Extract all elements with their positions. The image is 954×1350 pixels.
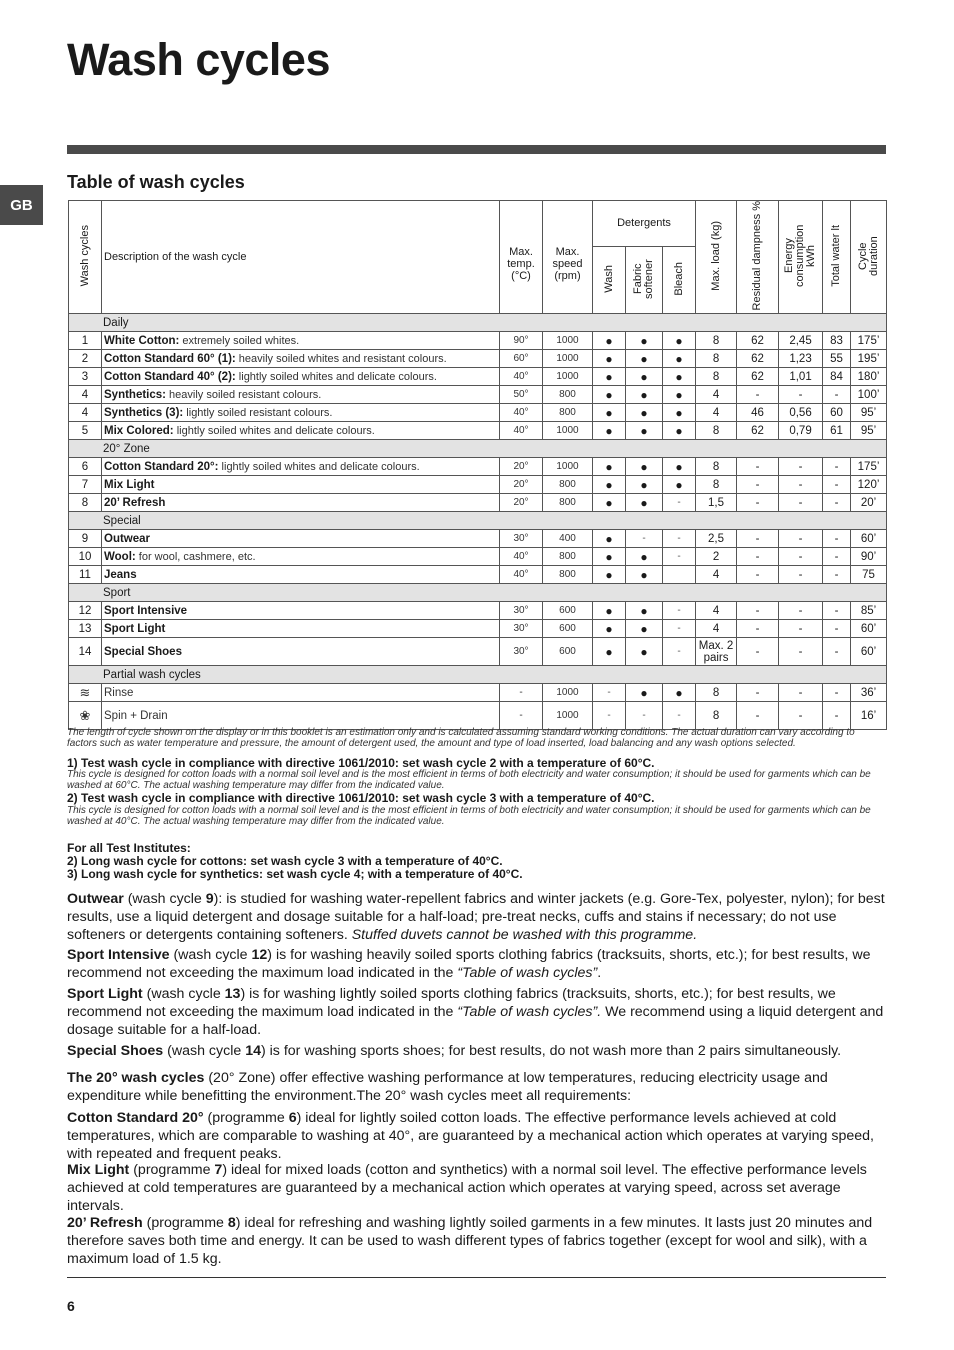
energy-cell: -: [779, 702, 823, 730]
max-temp-cell: -: [500, 702, 543, 730]
total-water-cell: -: [823, 458, 851, 476]
bleach-cell: -: [663, 702, 696, 730]
cycle-description-cell: [102, 530, 500, 548]
cycle-duration-cell: 95’: [851, 422, 887, 440]
cycle-number-cell: 3: [69, 368, 102, 386]
max-load-cell: 8: [696, 422, 737, 440]
fabric-softener-cell: ●: [626, 476, 663, 494]
cycle-number-cell: 11: [69, 566, 102, 584]
total-water-cell: -: [823, 530, 851, 548]
wash-cell: ●: [593, 386, 626, 404]
header-residual-dampness: Residual dampness %: [737, 201, 779, 314]
residual-dampness-cell: -: [737, 684, 779, 702]
total-water-cell: 84: [823, 368, 851, 386]
cycle-number-cell: 13: [69, 620, 102, 638]
cycle-duration-cell: 75: [851, 566, 887, 584]
total-water-cell: 60: [823, 404, 851, 422]
total-water-cell: -: [823, 638, 851, 666]
page-title: Wash cycles: [67, 34, 330, 85]
max-speed-cell: 800: [543, 566, 593, 584]
test-cycle-2-text: This cycle is designed for cotton loads with a normal soil level and is the most efficient in terms of both electricity and water consumption; it should be used for garments which can be washed at 40°C. The actual washing temperature may differ from the indicated value.: [67, 805, 871, 827]
max-load-cell: 1,5: [696, 494, 737, 512]
residual-dampness-cell: -: [737, 476, 779, 494]
test-cycle-1-title: 1) Test wash cycle in compliance with directive 1061/2010: set wash cycle 2 with a temperature of 60°C.: [67, 756, 655, 770]
cycle-duration-cell: 60’: [851, 530, 887, 548]
bleach-cell: ●: [663, 684, 696, 702]
max-temp-cell: 40°: [500, 368, 543, 386]
energy-cell: -: [779, 476, 823, 494]
header-description: Description of the wash cycle: [102, 201, 500, 314]
table-row: [69, 684, 887, 702]
cycle-description-cell: [102, 602, 500, 620]
cycle-name: Synthetics:: [104, 388, 166, 401]
wash-cell: -: [593, 702, 626, 730]
fabric-softener-cell: -: [626, 702, 663, 730]
fabric-softener-cell: ●: [626, 684, 663, 702]
energy-cell: -: [779, 684, 823, 702]
cycle-description-cell: [102, 566, 500, 584]
fabric-softener-cell: ●: [626, 602, 663, 620]
cycle-duration-cell: 180’: [851, 368, 887, 386]
energy-cell: -: [779, 386, 823, 404]
residual-dampness-cell: -: [737, 386, 779, 404]
table-row: [69, 332, 887, 350]
max-temp-cell: 20°: [500, 494, 543, 512]
cycle-description-cell: [102, 386, 500, 404]
energy-cell: -: [779, 602, 823, 620]
rinse-icon: ≋: [79, 684, 91, 700]
bleach-cell: -: [663, 602, 696, 620]
fabric-softener-cell: ●: [626, 494, 663, 512]
cycle-number-cell: 8: [69, 494, 102, 512]
cycle-number-cell: 5: [69, 422, 102, 440]
wash-cell: ●: [593, 494, 626, 512]
header-max-speed: Max. speed (rpm): [543, 201, 593, 314]
bleach-cell: ●: [663, 350, 696, 368]
cycle-detail: lightly soiled whites and delicate colours.: [173, 424, 375, 437]
max-temp-cell: 50°: [500, 386, 543, 404]
max-load-cell: 2,5: [696, 530, 737, 548]
cycle-number-cell: 2: [69, 350, 102, 368]
residual-dampness-cell: 46: [737, 404, 779, 422]
cycle-description-cell: [102, 494, 500, 512]
residual-dampness-cell: -: [737, 602, 779, 620]
energy-cell: -: [779, 548, 823, 566]
total-water-cell: -: [823, 386, 851, 404]
max-load-cell: 8: [696, 332, 737, 350]
energy-cell: 1,23: [779, 350, 823, 368]
wash-cell: ●: [593, 530, 626, 548]
bleach-cell: ●: [663, 422, 696, 440]
cycle-detail: extremely soiled whites.: [179, 334, 300, 347]
header-energy: Energy consumption kWh: [779, 201, 823, 314]
cycle-duration-cell: 95’: [851, 404, 887, 422]
cycle-description-cell: [102, 404, 500, 422]
mix-light-paragraph: Mix Light (programme 7) ideal for mixed loads (cotton and synthetics) with a normal soil level. The effective performance levels achieved at cold temperatures are guaranteed by a mechanical action which operates at varying speed, across set average intervals.: [67, 1162, 867, 1214]
wash-cell: ●: [593, 638, 626, 666]
max-temp-cell: 40°: [500, 566, 543, 584]
cycle-duration-cell: 100’: [851, 386, 887, 404]
wash-cell: ●: [593, 350, 626, 368]
residual-dampness-cell: -: [737, 702, 779, 730]
cycle-name: Sport Intensive: [104, 604, 188, 617]
sport-intensive-paragraph: Sport Intensive (wash cycle 12) is for washing heavily soiled sports clothing fabrics (tracksuits, shorts, etc.); for best results, we recommend not exceeding the maximum load indicated in the “Table of wash cycles”.: [67, 947, 871, 981]
cycle-duration-cell: 60’: [851, 620, 887, 638]
cycle-detail: heavily soiled resistant colours.: [166, 388, 322, 401]
max-speed-cell: 400: [543, 530, 593, 548]
max-temp-cell: 40°: [500, 404, 543, 422]
test-institutes: For all Test Institutes: 2) Long wash cycle for cottons: set wash cycle 3 with a temperature of 40°C. 3) Long wash cycle for synthetics: set wash cycle 4; with a temperature of 40°C.: [67, 841, 523, 881]
max-temp-cell: 30°: [500, 602, 543, 620]
wash-cell: -: [593, 684, 626, 702]
max-speed-cell: 800: [543, 404, 593, 422]
table-row: [69, 494, 887, 512]
cycle-description-cell: [102, 458, 500, 476]
residual-dampness-cell: 62: [737, 350, 779, 368]
bleach-cell: -: [663, 620, 696, 638]
table-row: [69, 422, 887, 440]
cycle-duration-cell: 175’: [851, 458, 887, 476]
cycle-duration-cell: 36’: [851, 684, 887, 702]
energy-cell: -: [779, 638, 823, 666]
energy-cell: 0,79: [779, 422, 823, 440]
max-load-cell: 2: [696, 548, 737, 566]
table-row: [69, 602, 887, 620]
fabric-softener-cell: ●: [626, 386, 663, 404]
language-tab: GB: [0, 185, 43, 225]
residual-dampness-cell: -: [737, 620, 779, 638]
wash-cell: ●: [593, 332, 626, 350]
footer-rule: [67, 1277, 886, 1278]
energy-cell: 0,56: [779, 404, 823, 422]
max-load-cell: 8: [696, 702, 737, 730]
cycle-description-cell: [102, 548, 500, 566]
duration-note: The length of cycle shown on the display or in this booklet is an estimation only and is calculated assuming standard working conditions. The actual duration can vary according to factors such as water temperature and pressure, the amount of detergent used, the amount and type of load inserted, load balancing and any wash options selected.: [67, 727, 855, 749]
cycle-description-cell: [102, 476, 500, 494]
wash-cell: ●: [593, 476, 626, 494]
header-total-water: Total water lt: [823, 201, 851, 314]
table-row: [69, 530, 887, 548]
cycle-number-cell: 14: [69, 638, 102, 666]
zone-20-paragraph: The 20° wash cycles (20° Zone) offer effective washing performance at low temperatures, reducing electricity usage and expenditure while benefitting the environment.The 20° wash cycles meet all requirements:: [67, 1070, 828, 1104]
max-speed-cell: 1000: [543, 332, 593, 350]
group-daily: Daily: [69, 314, 887, 332]
max-load-cell: 8: [696, 368, 737, 386]
cycle-number-cell: 4: [69, 386, 102, 404]
fabric-softener-cell: ●: [626, 548, 663, 566]
fabric-softener-cell: ●: [626, 422, 663, 440]
wash-cell: ●: [593, 422, 626, 440]
residual-dampness-cell: -: [737, 458, 779, 476]
cycle-number-cell: 12: [69, 602, 102, 620]
wash-cell: ●: [593, 566, 626, 584]
max-temp-cell: 90°: [500, 332, 543, 350]
sport-light-paragraph: Sport Light (wash cycle 13) is for washing lightly soiled sports clothing fabrics (tracksuits, shorts, etc.); for best results, we recommend not exceeding the maximum load indicated in the “Table of wash cycles”. We recommend using a liquid detergent and dosage suitable for a half-load.: [67, 986, 884, 1038]
max-temp-cell: 40°: [500, 422, 543, 440]
wash-cell: ●: [593, 458, 626, 476]
residual-dampness-cell: -: [737, 548, 779, 566]
total-water-cell: -: [823, 548, 851, 566]
bleach-cell: [663, 566, 696, 584]
max-load-cell: 8: [696, 684, 737, 702]
max-speed-cell: 800: [543, 476, 593, 494]
cycle-detail: lightly soiled resistant colours.: [183, 406, 333, 419]
energy-cell: -: [779, 566, 823, 584]
cycle-name: Cotton Standard 60° (1):: [104, 352, 236, 365]
cycle-name: Cotton Standard 40° (2):: [104, 370, 236, 383]
group-partial: Partial wash cycles: [69, 666, 887, 684]
total-water-cell: -: [823, 620, 851, 638]
bleach-cell: ●: [663, 476, 696, 494]
cycle-name: Jeans: [104, 568, 137, 581]
max-temp-cell: 30°: [500, 620, 543, 638]
max-load-cell: 4: [696, 404, 737, 422]
max-speed-cell: 600: [543, 602, 593, 620]
max-speed-cell: 1000: [543, 702, 593, 730]
bleach-cell: -: [663, 548, 696, 566]
total-water-cell: -: [823, 602, 851, 620]
test-cycle-1-text: This cycle is designed for cotton loads with a normal soil level and is the most efficient in terms of both electricity and water consumption; it should be used for garments which can be washed at 60°C. The actual washing temperature may differ from the indicated value.: [67, 769, 871, 791]
max-speed-cell: 1000: [543, 350, 593, 368]
max-speed-cell: 1000: [543, 422, 593, 440]
residual-dampness-cell: 62: [737, 422, 779, 440]
cycle-description-cell: [102, 350, 500, 368]
energy-cell: -: [779, 530, 823, 548]
cycle-duration-cell: 195’: [851, 350, 887, 368]
energy-cell: -: [779, 620, 823, 638]
fabric-softener-cell: ●: [626, 368, 663, 386]
table-row: [69, 404, 887, 422]
header-wash-cycles: Wash cycles: [69, 201, 102, 314]
max-load-cell: 4: [696, 620, 737, 638]
spin-drain-icon: ❀: [79, 707, 91, 723]
residual-dampness-cell: 62: [737, 368, 779, 386]
max-load-cell: 4: [696, 566, 737, 584]
cycle-detail: lightly soiled whites and delicate colours.: [218, 460, 420, 473]
max-temp-cell: 30°: [500, 530, 543, 548]
table-row: [69, 548, 887, 566]
bleach-cell: -: [663, 638, 696, 666]
max-speed-cell: 600: [543, 638, 593, 666]
group-sport: Sport: [69, 584, 887, 602]
title-divider: [67, 145, 886, 154]
max-load-cell: 4: [696, 386, 737, 404]
cycle-description-cell: [102, 422, 500, 440]
cycle-name: White Cotton:: [104, 334, 180, 347]
energy-cell: -: [779, 494, 823, 512]
total-water-cell: -: [823, 702, 851, 730]
cycle-description-cell: [102, 638, 500, 666]
bleach-cell: ●: [663, 368, 696, 386]
outwear-paragraph: Outwear (wash cycle 9): is studied for washing water-repellent fabrics and winter jackets (e.g. Gore-Tex, polyester, nylon); for best results, use a liquid detergent and dosage suitable for a half-load; pre-treat necks, cuffs and stains if necessary; do not use softeners or detergents containing softeners. Stuffed duvets cannot be washed with this programme.: [67, 891, 885, 943]
cotton-standard-20-paragraph: Cotton Standard 20° (programme 6) ideal for lightly soiled cotton loads. The effective performance levels achieved at cold temperatures, which are comparable to washing at 40°, are guaranteed by a mechanical action which operates at varying speed, with repeated and frequent peaks.: [67, 1110, 874, 1162]
total-water-cell: 61: [823, 422, 851, 440]
cycle-number-cell: [69, 684, 102, 702]
header-wash: Wash: [593, 246, 626, 314]
table-row: [69, 476, 887, 494]
fabric-softener-cell: ●: [626, 638, 663, 666]
max-temp-cell: 60°: [500, 350, 543, 368]
total-water-cell: -: [823, 684, 851, 702]
total-water-cell: 55: [823, 350, 851, 368]
cycle-detail: heavily soiled whites and resistant colours.: [235, 352, 447, 365]
cycle-name: Mix Colored:: [104, 424, 174, 437]
cycle-description-cell: [102, 368, 500, 386]
max-speed-cell: 800: [543, 548, 593, 566]
cycle-number-cell: [69, 702, 102, 730]
cycle-name: Sport Light: [104, 622, 166, 635]
special-shoes-paragraph: Special Shoes (wash cycle 14) is for washing sports shoes; for best results, do not wash more than 2 pairs simultaneously.: [67, 1043, 842, 1059]
cycle-name: Synthetics (3):: [104, 406, 184, 419]
header-max-load: Max. load (kg): [696, 201, 737, 314]
header-max-temp: Max. temp. (°C): [500, 201, 543, 314]
refresh-20-paragraph: 20’ Refresh (programme 8) ideal for refreshing and washing lightly soiled garments in a few minutes. It lasts just 20 minutes and therefore saves both time and energy. It can be used to wash different types of fabrics together (except for wool and silk), with a maximum load of 1.5 kg.: [67, 1215, 873, 1267]
total-water-cell: 83: [823, 332, 851, 350]
wash-cell: ●: [593, 548, 626, 566]
table-row: [69, 368, 887, 386]
energy-cell: 1,01: [779, 368, 823, 386]
table-row: [69, 386, 887, 404]
cycle-duration-cell: 20’: [851, 494, 887, 512]
max-speed-cell: 600: [543, 620, 593, 638]
cycle-number-cell: 6: [69, 458, 102, 476]
bleach-cell: ●: [663, 386, 696, 404]
cycle-name: Special Shoes: [104, 645, 182, 658]
fabric-softener-cell: ●: [626, 332, 663, 350]
cycle-duration-cell: 90’: [851, 548, 887, 566]
cycle-name: Wool:: [104, 550, 136, 563]
header-detergents: Detergents: [593, 201, 696, 247]
fabric-softener-cell: ●: [626, 350, 663, 368]
cycle-name: Spin + Drain: [104, 709, 168, 722]
cycle-number-cell: 10: [69, 548, 102, 566]
fabric-softener-cell: ●: [626, 404, 663, 422]
table-row: [69, 620, 887, 638]
cycle-detail: for wool, cashmere, etc.: [135, 550, 256, 563]
cycle-duration-cell: 120’: [851, 476, 887, 494]
fabric-softener-cell: ●: [626, 620, 663, 638]
table-row: [69, 566, 887, 584]
cycle-duration-cell: 175’: [851, 332, 887, 350]
total-water-cell: -: [823, 494, 851, 512]
residual-dampness-cell: -: [737, 638, 779, 666]
cycle-duration-cell: 85’: [851, 602, 887, 620]
wash-cell: ●: [593, 404, 626, 422]
bleach-cell: -: [663, 494, 696, 512]
wash-cycles-table: [68, 200, 887, 730]
cycle-number-cell: 7: [69, 476, 102, 494]
cycle-number-cell: 4: [69, 404, 102, 422]
wash-cell: ●: [593, 368, 626, 386]
cycle-name: Outwear: [104, 532, 151, 545]
energy-cell: 2,45: [779, 332, 823, 350]
energy-cell: -: [779, 458, 823, 476]
max-load-cell: 8: [696, 350, 737, 368]
residual-dampness-cell: 62: [737, 332, 779, 350]
bleach-cell: ●: [663, 458, 696, 476]
fabric-softener-cell: ●: [626, 566, 663, 584]
residual-dampness-cell: -: [737, 530, 779, 548]
max-temp-cell: 20°: [500, 458, 543, 476]
max-load-cell: 4: [696, 602, 737, 620]
bleach-cell: ●: [663, 404, 696, 422]
wash-cell: ●: [593, 602, 626, 620]
residual-dampness-cell: -: [737, 566, 779, 584]
cycle-name: Cotton Standard 20°:: [104, 460, 219, 473]
fabric-softener-cell: -: [626, 530, 663, 548]
max-speed-cell: 1000: [543, 684, 593, 702]
cycle-detail: lightly soiled whites and delicate colours.: [235, 370, 437, 383]
cycle-description-cell: [102, 684, 500, 702]
max-temp-cell: 40°: [500, 548, 543, 566]
cycle-name: Rinse: [104, 686, 134, 699]
cycle-name: Mix Light: [104, 478, 155, 491]
max-speed-cell: 800: [543, 494, 593, 512]
table-row: [69, 702, 887, 730]
max-temp-cell: -: [500, 684, 543, 702]
cycle-duration-cell: 16’: [851, 702, 887, 730]
table-title: Table of wash cycles: [67, 172, 245, 192]
cycle-name: 20’ Refresh: [104, 496, 166, 509]
max-load-cell: 8: [696, 458, 737, 476]
group-20-zone: 20° Zone: [69, 440, 887, 458]
wash-cell: ●: [593, 620, 626, 638]
max-temp-cell: 30°: [500, 638, 543, 666]
max-load-cell: Max. 2 pairs: [696, 638, 737, 666]
page-number: 6: [67, 1298, 75, 1314]
max-speed-cell: 800: [543, 386, 593, 404]
cycle-description-cell: [102, 620, 500, 638]
max-load-cell: 8: [696, 476, 737, 494]
residual-dampness-cell: -: [737, 494, 779, 512]
cycle-description-cell: [102, 332, 500, 350]
table-row: [69, 350, 887, 368]
header-fabric-softener: Fabric softener: [626, 246, 663, 314]
fabric-softener-cell: ●: [626, 458, 663, 476]
bleach-cell: -: [663, 530, 696, 548]
header-bleach: Bleach: [663, 246, 696, 314]
max-speed-cell: 1000: [543, 368, 593, 386]
bleach-cell: ●: [663, 332, 696, 350]
total-water-cell: -: [823, 476, 851, 494]
test-cycle-2-title: 2) Test wash cycle in compliance with directive 1061/2010: set wash cycle 3 with a temperature of 40°C.: [67, 791, 655, 805]
table-row: [69, 458, 887, 476]
group-special: Special: [69, 512, 887, 530]
cycle-duration-cell: 60’: [851, 638, 887, 666]
total-water-cell: -: [823, 566, 851, 584]
max-speed-cell: 1000: [543, 458, 593, 476]
cycle-number-cell: 1: [69, 332, 102, 350]
cycle-number-cell: 9: [69, 530, 102, 548]
header-cycle-duration: Cycle duration: [851, 201, 887, 314]
max-temp-cell: 20°: [500, 476, 543, 494]
table-row: [69, 638, 887, 666]
cycle-description-cell: [102, 702, 500, 730]
